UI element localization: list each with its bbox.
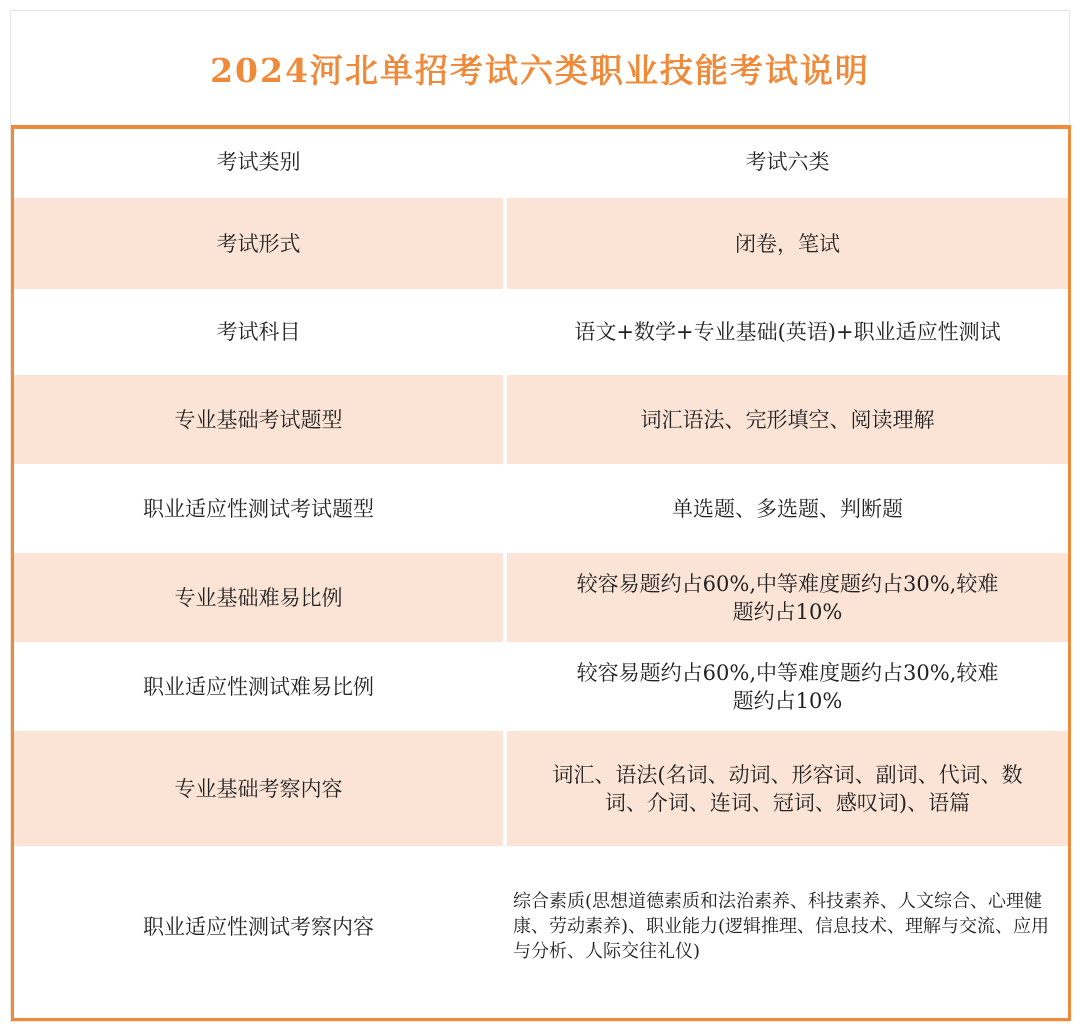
- page-title: 2024河北单招考试六类职业技能考试说明: [210, 50, 870, 90]
- row-label: 考试类别: [216, 150, 301, 174]
- info-card: [10, 10, 1070, 1022]
- row-value: 较容易题约占60%,中等难度题约占30%,较难题约占10%: [503, 645, 1068, 728]
- row-value: 词汇语法、完形填空、阅读理解: [503, 375, 1068, 464]
- row-label: 考试形式: [14, 198, 503, 289]
- row-label: 职业适应性测试难易比例: [143, 674, 374, 699]
- row-value: 闭卷，笔试: [503, 198, 1068, 289]
- row-value: 综合素质(思想道德素质和法治素养、科技素养、人文综合、心理健康、劳动素养)、职业能力(逻辑推理、信息技术、理解与交流、应用与分析、人际交往礼仪): [503, 849, 1068, 1004]
- row-label: 专业基础考察内容: [14, 731, 503, 846]
- row-value: 语文+数学+专业基础(英语)+职业适应性测试: [503, 292, 1068, 372]
- table-row: [14, 372, 1068, 464]
- row-label: 专业基础考试题型: [14, 375, 503, 464]
- table-row: [14, 464, 1068, 550]
- row-label: 职业适应性测试考试题型: [143, 496, 374, 521]
- row-label: 职业适应性测试考察内容: [143, 914, 374, 939]
- exam-table: [11, 125, 1071, 1021]
- table-row: [14, 728, 1068, 846]
- row-value: 词汇、语法(名词、动词、形容词、副词、代词、数词、介词、连词、冠词、感叹词)、语篇: [503, 731, 1068, 846]
- table-row: [14, 642, 1068, 728]
- table-row: [14, 129, 1068, 195]
- table-row: [14, 289, 1068, 372]
- table-row: [14, 550, 1068, 642]
- row-label: 考试科目: [216, 320, 301, 344]
- table-row: [14, 846, 1068, 1004]
- row-value: 单选题、多选题、判断题: [503, 467, 1068, 550]
- row-label: 专业基础难易比例: [14, 553, 503, 642]
- row-value: 考试六类: [503, 129, 1068, 195]
- table-row: [14, 195, 1068, 289]
- row-value: 较容易题约占60%,中等难度题约占30%,较难题约占10%: [503, 553, 1068, 642]
